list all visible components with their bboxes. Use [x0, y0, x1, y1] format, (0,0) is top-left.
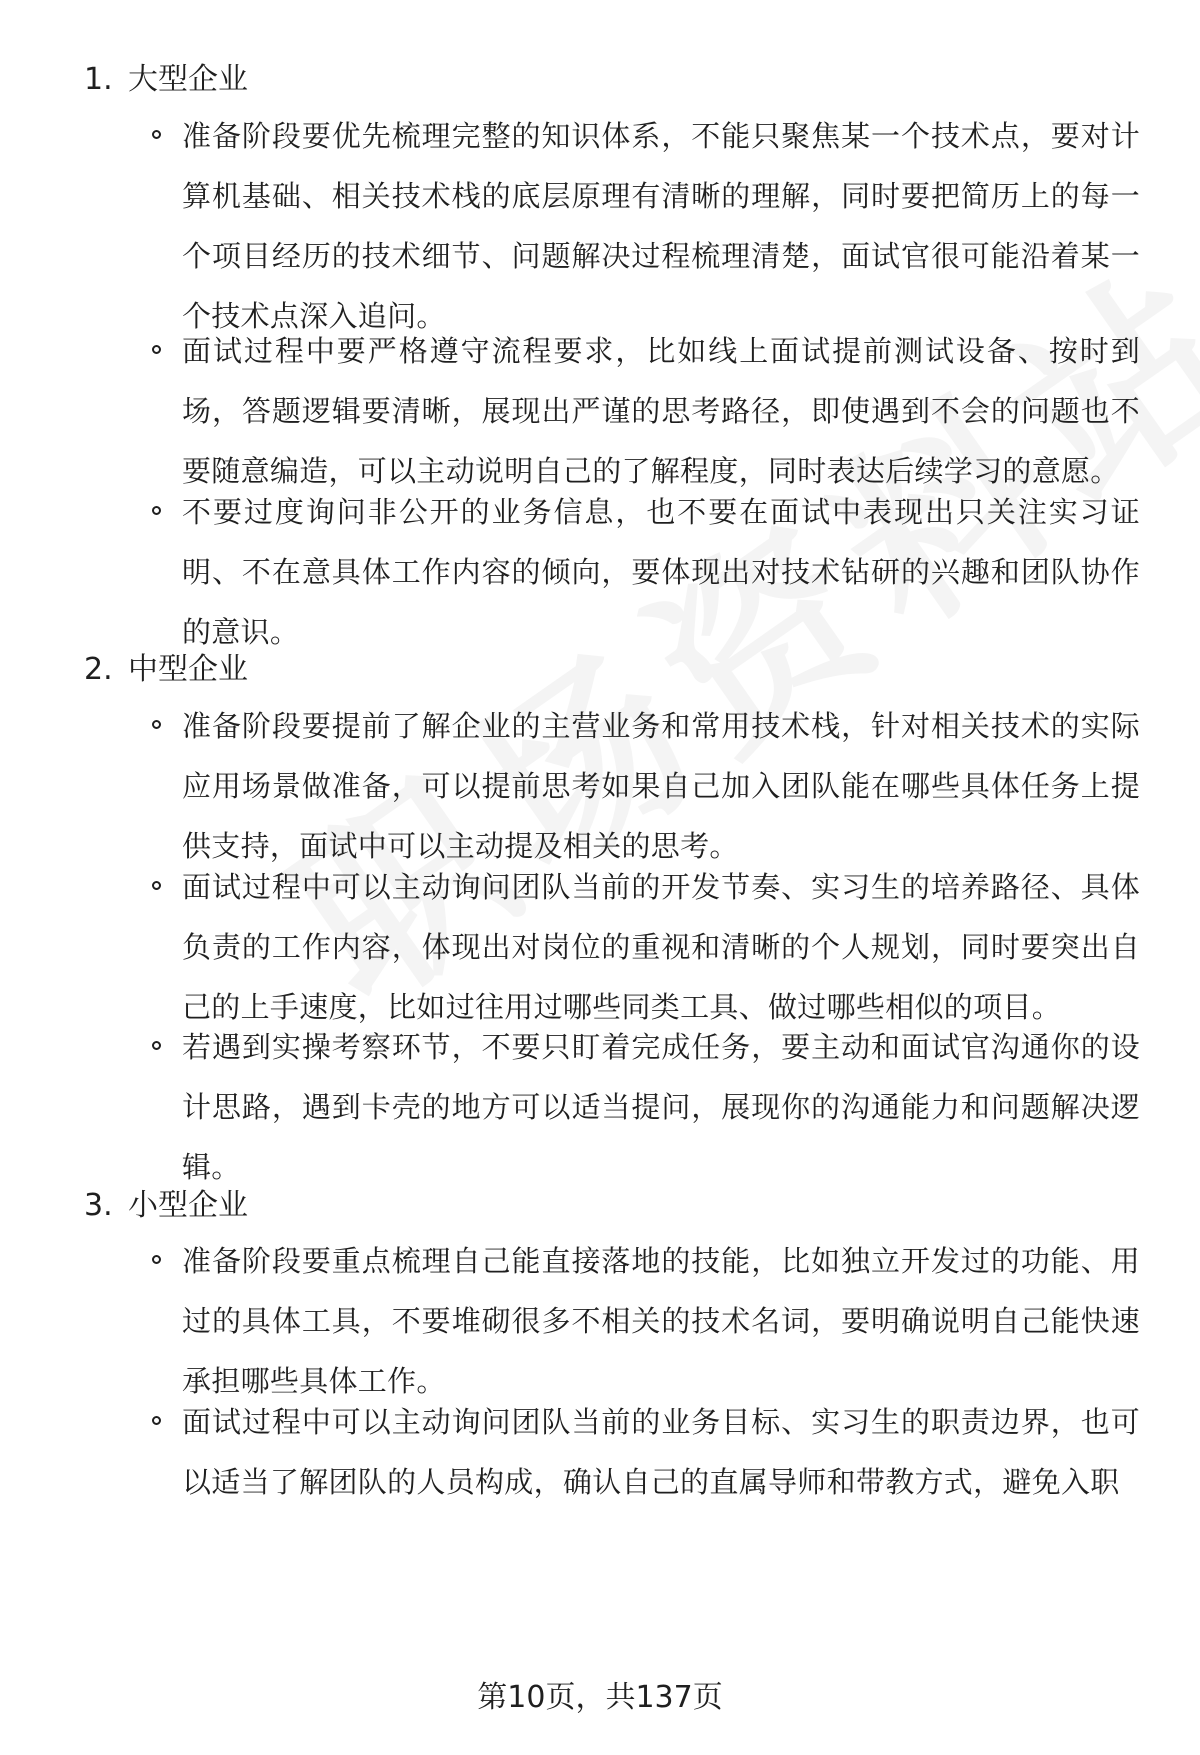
- section-number: 3.: [84, 1188, 113, 1223]
- bullet-circle-icon: [152, 1416, 161, 1425]
- list-item-text: 不要过度询问非公开的业务信息，也不要在面试中表现出只关注实习证明、不在意具体工作内容的倾向，要体现出对技术钻研的兴趣和团队协作的意识。: [182, 495, 1140, 649]
- list-item-text: 准备阶段要提前了解企业的主营业务和常用技术栈，针对相关技术的实际应用场景做准备，可以提前思考如果自己加入团队能在哪些具体任务上提供支持，面试中可以主动提及相关的思考。: [182, 709, 1140, 863]
- section-title: 小型企业: [128, 1188, 248, 1223]
- list-item-text: 面试过程中要严格遵守流程要求，比如线上面试提前测试设备、按时到场，答题逻辑要清晰，展现出严谨的思考路径，即使遇到不会的问题也不要随意编造，可以主动说明自己的了解程度，同时表达后续学习的意愿。: [182, 334, 1140, 488]
- section-title: 中型企业: [128, 652, 248, 687]
- page-number-footer: 第10页，共137页: [477, 1680, 723, 1715]
- list-item-text: 面试过程中可以主动询问团队当前的开发节奏、实习生的培养路径、具体负责的工作内容，体现出对岗位的重视和清晰的个人规划，同时要突出自己的上手速度，比如过往用过哪些同类工具、做过哪些相似的项目。: [182, 870, 1140, 1024]
- section-number: 2.: [84, 652, 113, 687]
- section-heading: [84, 640, 248, 700]
- section-heading: [84, 1176, 248, 1236]
- list-item-text: 若遇到实操考察环节，不要只盯着完成任务，要主动和面试官沟通你的设计思路，遇到卡壳的地方可以适当提问，展现你的沟通能力和问题解决逻辑。: [182, 1030, 1140, 1184]
- section-number: 1.: [84, 62, 113, 97]
- bullet-circle-icon: [152, 881, 161, 890]
- bullet-circle-icon: [152, 130, 161, 139]
- bullet-circle-icon: [152, 1041, 161, 1050]
- bullet-circle-icon: [152, 345, 161, 354]
- bullet-circle-icon: [152, 506, 161, 515]
- section-heading: [84, 50, 248, 110]
- bullet-circle-icon: [152, 720, 161, 729]
- bullet-circle-icon: [152, 1255, 161, 1264]
- section-title: 大型企业: [128, 62, 248, 97]
- list-item-text: 面试过程中可以主动询问团队当前的业务目标、实习生的职责边界，也可以适当了解团队的人员构成，确认自己的直属导师和带教方式，避免入职: [182, 1405, 1140, 1499]
- list-item-text: 准备阶段要优先梳理完整的知识体系，不能只聚焦某一个技术点，要对计算机基础、相关技术栈的底层原理有清晰的理解，同时要把简历上的每一个项目经历的技术细节、问题解决过程梳理清楚，面试官很可能沿着某一个技术点深入追问。: [182, 119, 1140, 333]
- list-item-text: 准备阶段要重点梳理自己能直接落地的技能，比如独立开发过的功能、用过的具体工具，不要堆砌很多不相关的技术名词，要明确说明自己能快速承担哪些具体工作。: [182, 1244, 1140, 1398]
